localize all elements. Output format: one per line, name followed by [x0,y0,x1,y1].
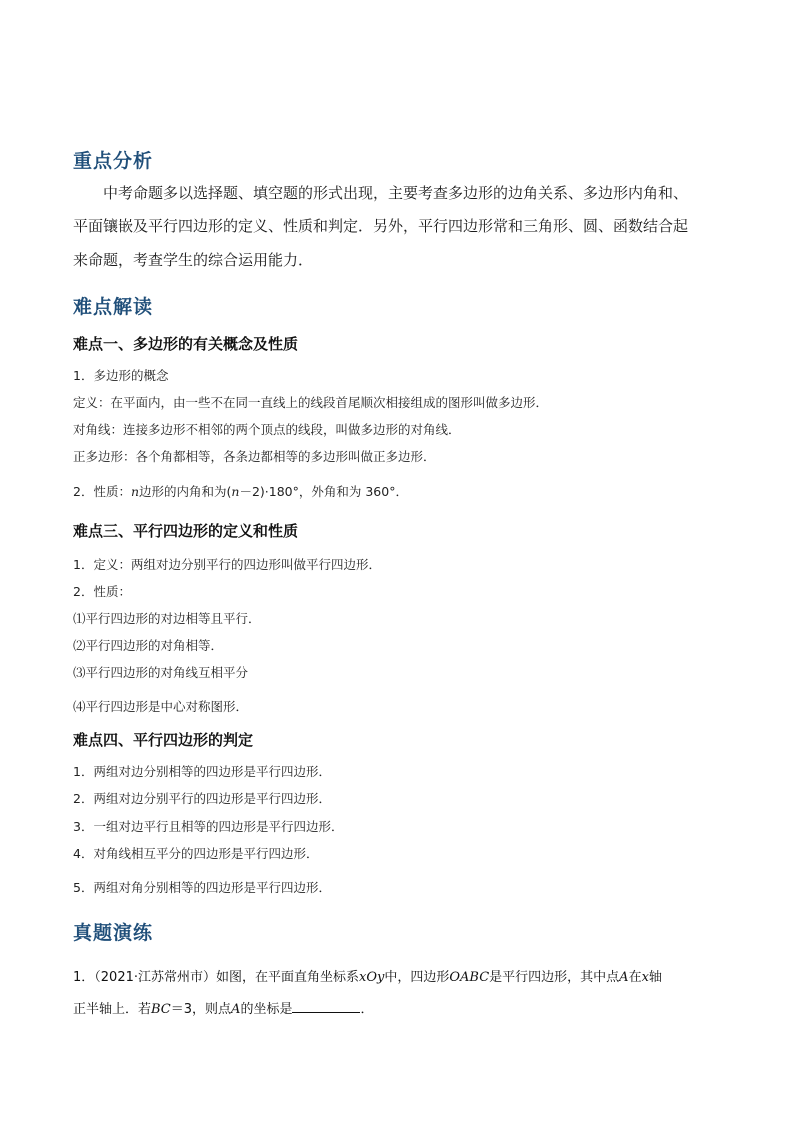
paragraph-line-2: 平面镶嵌及平行四边形的定义、性质和判定．另外，平行四边形常和三角形、圆、函数结合起 [73,217,689,235]
d1-prop-n2: n [231,484,240,499]
q1-bc: BC [151,1002,171,1017]
section-title-practice: 真题演练 [73,922,154,944]
difficulty-3-title: 难点三、平行四边形的定义和性质 [73,522,299,540]
d4-item-1: 1．两组对边分别相等的四边形是平行四边形． [73,764,331,779]
d1-definition: 定义：在平面内，由一些不在同一直线上的线段首尾顺次相接组成的图形叫做多边形． [73,395,549,410]
paragraph-line-3: 来命题，考查学生的综合运用能力． [73,251,314,269]
q1-point-a: A [619,970,629,985]
d3-prop-3: ⑶平行四边形的对角线互相平分 [73,665,249,680]
d1-item-1: 1．多边形的概念 [73,368,169,383]
d4-item-4: 4．对角线相互平分的四边形是平行四边形． [73,846,319,861]
d1-prop-mid2: －2)·180°，外角和为 360°． [239,484,408,499]
q1-text-d: 在 [628,970,642,985]
q1-oabc: OABC [449,970,490,985]
q1-text-a: 1．（2021·江苏常州市）如图，在平面直角坐标系 [73,970,359,985]
difficulty-1-title: 难点一、多边形的有关概念及性质 [73,335,299,353]
d1-prop-mid1: 边形的内角和为( [139,484,232,499]
q1-text-h: 的坐标是 [240,1002,293,1017]
d4-item-3: 3．一组对边平行且相等的四边形是平行四边形． [73,819,344,834]
answer-blank[interactable] [292,1000,360,1013]
d4-item-5: 5．两组对角分别相等的四边形是平行四边形． [73,880,331,895]
q1-text-f: 正半轴上．若 [73,1002,152,1017]
d1-prop-n: n [130,484,140,499]
d3-prop-2: ⑵平行四边形的对角相等． [73,638,224,653]
q1-text-c: 是平行四边形，其中点 [489,970,620,985]
q1-text-b: 中，四边形 [384,970,450,985]
q1-xoy: xOy [359,970,385,985]
q1-text-e: 轴 [648,970,662,985]
question-1-line-2 [73,998,373,1017]
question-1-line-1 [73,966,662,985]
d1-regular-polygon: 正多边形：各个角都相等，各条边都相等的多边形叫做正多边形． [73,449,436,464]
section-title-key-analysis: 重点分析 [73,150,154,172]
q1-point-a-2: A [231,1002,241,1017]
d1-diagonal: 对角线：连接多边形不相邻的两个顶点的线段，叫做多边形的对角线． [73,422,461,437]
q1-text-g: ＝3，则点 [170,1002,232,1017]
d1-property [73,482,408,500]
d3-definition: 1．定义：两组对边分别平行的四边形叫做平行四边形． [73,557,381,572]
paragraph-line-1: 中考命题多以选择题、填空题的形式出现，主要考查多边形的边角关系、多边形内角和、 [103,184,689,202]
d4-item-2: 2．两组对边分别平行的四边形是平行四边形． [73,791,331,806]
d3-prop-4: ⑷平行四边形是中心对称图形． [73,699,249,714]
q1-text-i: ． [360,1002,374,1017]
d3-property: 2．性质： [73,584,131,599]
d3-prop-1: ⑴平行四边形的对边相等且平行． [73,611,261,626]
q1-x: x [641,970,649,985]
difficulty-4-title: 难点四、平行四边形的判定 [73,731,254,749]
d1-prop-prefix: 2．性质： [73,484,131,499]
section-title-difficulty: 难点解读 [73,296,154,318]
